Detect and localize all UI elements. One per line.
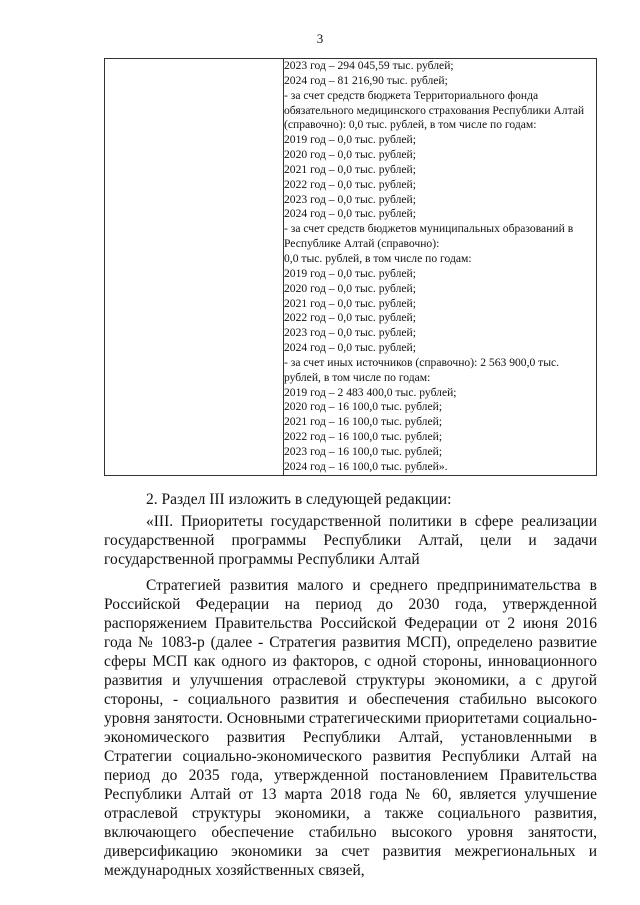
funding-line: 2019 год – 0,0 тыс. рублей;: [284, 133, 416, 147]
table-left-cell: [105, 59, 284, 476]
table-row: [105, 59, 597, 476]
funding-line: 2020 год – 0,0 тыс. рублей;: [284, 281, 416, 295]
funding-line: 2024 год – 16 100,0 тыс. рублей».: [284, 459, 448, 473]
table-right-cell: [284, 59, 597, 476]
funding-line: 2020 год – 16 100,0 тыс. рублей;: [284, 400, 443, 414]
section-heading: «III. Приоритеты государственной политики в сфере реализации государственной программы Республики Алтай, цели и задачи государственной программы Республики Алтай: [104, 513, 597, 568]
funding-table: [104, 58, 597, 476]
page-number: 3: [316, 31, 324, 46]
funding-line: 2022 год – 0,0 тыс. рублей;: [284, 177, 416, 191]
funding-line: 2022 год – 16 100,0 тыс. рублей;: [284, 430, 443, 444]
funding-line: 2023 год – 294 045,59 тыс. рублей;: [284, 59, 454, 72]
body-paragraph: Стратегией развития малого и среднего предпринимательства в Российской Федерации на период до 2030 года, утвержденной распоряжением Правительства Российской Федерации от 2 июня 2016 года № 1083-р (далее - Стратегия развития МСП), определено развитие сферы МСП как одного из факторов, с одной стороны, инновационного развития и улучшения отраслевой структуры экономики, а с другой стороны, - социального развития и обеспечения стабильно высокого уровня занятости. Основными стратегическими приоритетами социально-экономического развития Республики Алтай, установленными в Стратегии социально-экономического развития Республики Алтай на период до 2035 года, утвержденной постановлением Правительства Республики Алтай от 13 марта 2018 года № 60, является улучшение отраслевой структуры экономики, а также социального развития, включающего обеспечение стабильно высокого уровня занятости, диверсификацию экономики за счет развития межрегиональных и международных хозяйственных связей,: [104, 577, 597, 879]
funding-line: 2024 год – 0,0 тыс. рублей;: [284, 207, 416, 221]
funding-source-line: - за счет средств бюджета Территориального фонда обязательного медицинского страхования Республики Алтай (справочно): 0,0 тыс. рублей, в том числе по годам:: [284, 88, 585, 132]
funding-line: 2023 год – 0,0 тыс. рублей;: [284, 326, 416, 340]
funding-line: 2023 год – 16 100,0 тыс. рублей;: [284, 444, 443, 458]
funding-line: 2021 год – 16 100,0 тыс. рублей;: [284, 415, 443, 429]
funding-line: 2021 год – 0,0 тыс. рублей;: [284, 296, 416, 310]
funding-line: 2023 год – 0,0 тыс. рублей;: [284, 192, 416, 206]
funding-line: 2021 год – 0,0 тыс. рублей;: [284, 162, 416, 176]
section-instruction: 2. Раздел III изложить в следующей редакции:: [146, 491, 452, 508]
funding-line: 2019 год – 0,0 тыс. рублей;: [284, 266, 416, 280]
funding-line: 2022 год – 0,0 тыс. рублей;: [284, 311, 416, 325]
funding-source-line: - за счет иных источников (справочно): 2 563 900,0 тыс. рублей, в том числе по годам:: [284, 355, 560, 384]
funding-line: 0,0 тыс. рублей, в том числе по годам:: [284, 251, 472, 265]
funding-line: 2020 год – 0,0 тыс. рублей;: [284, 148, 416, 162]
funding-line: 2019 год – 2 483 400,0 тыс. рублей;: [284, 385, 457, 399]
funding-line: 2024 год – 0,0 тыс. рублей;: [284, 341, 416, 355]
funding-line: 2024 год – 81 216,90 тыс. рублей;: [284, 73, 448, 87]
funding-source-line: - за счет средств бюджетов муниципальных образований в Республике Алтай (справочно):: [284, 222, 574, 251]
